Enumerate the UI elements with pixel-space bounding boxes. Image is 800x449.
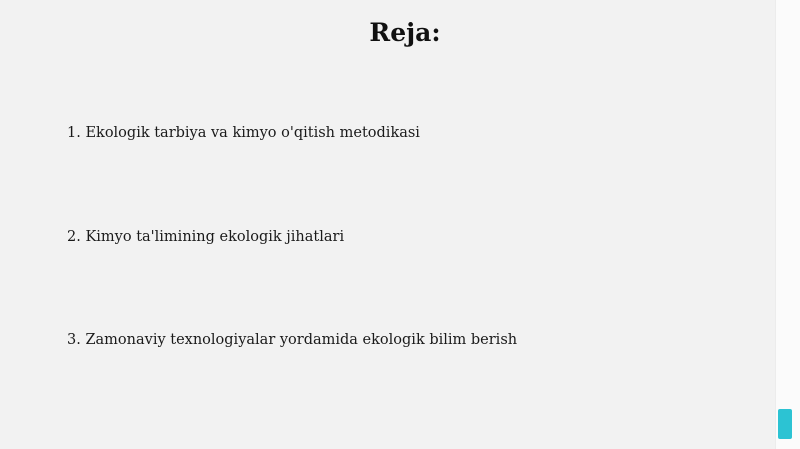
- plan-item-3: 3. Zamonaviy texnologiyalar yordamida ekologik bilim berish: [67, 332, 518, 348]
- slide-title: Reja:: [369, 18, 441, 47]
- scrollbar-track[interactable]: [775, 0, 800, 449]
- scrollbar-thumb[interactable]: [778, 409, 792, 439]
- plan-item-1: 1. Ekologik tarbiya va kimyo o'qitish metodikasi: [67, 125, 420, 141]
- plan-item-2: 2. Kimyo ta'limining ekologik jihatlari: [67, 229, 345, 245]
